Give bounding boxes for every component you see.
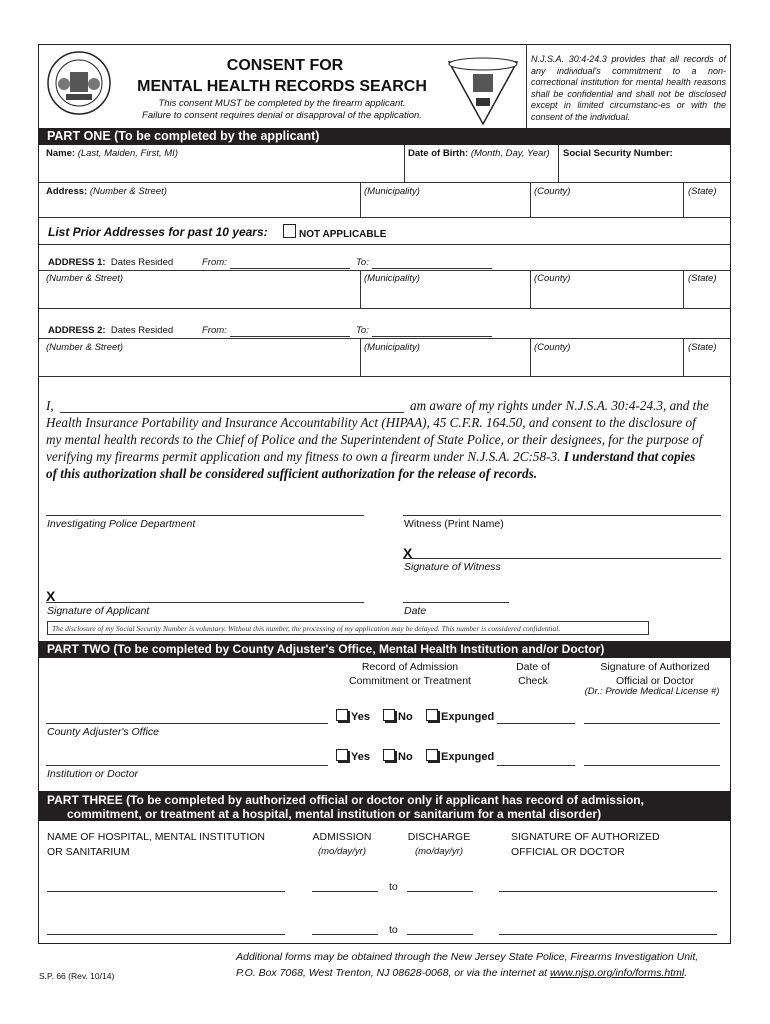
state-label: (State) xyxy=(688,273,717,284)
p3-col1-line2: OR SANITARIUM xyxy=(47,846,130,858)
applicant-signature-field[interactable] xyxy=(46,602,364,603)
divider xyxy=(39,376,730,377)
address-label: Address: xyxy=(46,186,88,197)
p3-col2-line1: ADMISSION xyxy=(312,831,372,843)
not-applicable-label: NOT APPLICABLE xyxy=(299,229,387,240)
p2-col3-line3: (Dr.: Provide Medical License #) xyxy=(584,686,720,697)
footer-line-1: Additional forms may be obtained through the New Jersey State Police, Firearms Investigation Unit, xyxy=(236,951,699,963)
from-field[interactable] xyxy=(230,336,350,337)
row2-signature-field[interactable] xyxy=(584,765,720,766)
date-field[interactable] xyxy=(403,602,509,603)
part-three-heading xyxy=(39,791,730,821)
divider xyxy=(530,270,531,308)
consent-i: I, xyxy=(46,398,54,413)
expunged-label: Expunged xyxy=(441,711,495,723)
consent-line-5: of this authorization shall be considered sufficient authorization for the release of records. xyxy=(46,466,538,481)
consent-line-4-bold: I understand that copies xyxy=(563,449,696,464)
to-text-2: to xyxy=(389,924,398,936)
row2-yes-option[interactable] xyxy=(336,749,370,763)
p2-col1-line2: Commitment or Treatment xyxy=(349,675,471,687)
p3-col4-line1: SIGNATURE OF AUTHORIZED xyxy=(511,831,660,843)
witness-signature-field[interactable] xyxy=(403,558,721,559)
yes-label: Yes xyxy=(351,751,370,763)
official-signature-field-2[interactable] xyxy=(499,934,717,935)
p2-col2-line1: Date of xyxy=(516,661,550,673)
row2-no-checkbox[interactable] xyxy=(383,749,395,761)
row2-no-option[interactable] xyxy=(383,749,413,763)
p3-col2-line2: (mo/day/yr) xyxy=(317,846,367,857)
divider xyxy=(530,182,531,217)
county-label: (County) xyxy=(534,186,571,197)
from-label: From: xyxy=(202,257,227,268)
ssn-disclaimer: The disclosure of my Social Security Number is voluntary. Without this number, the processing of my application may be delayed. This number is considered confidential. xyxy=(47,621,649,635)
number-street-label: (Number & Street) xyxy=(46,273,124,284)
to-label: To: xyxy=(356,257,369,268)
address2-label-wrap xyxy=(48,325,173,336)
not-applicable-option[interactable] xyxy=(283,224,386,240)
consent-line-4-text: verifying my firearms permit application and my fitness to own a firearm under N.J.S.A. 2C:58-3. xyxy=(46,449,561,464)
row1-no-option[interactable] xyxy=(383,709,413,723)
hospital-name-field-2[interactable] xyxy=(47,934,285,935)
number-street-label: (Number & Street) xyxy=(46,342,124,353)
title-line-1: CONSENT FOR xyxy=(226,57,344,74)
to-label: To: xyxy=(356,325,369,336)
yes-label: Yes xyxy=(351,711,370,723)
state-label: (State) xyxy=(688,342,717,353)
row2-yes-checkbox[interactable] xyxy=(336,749,348,761)
witness-name-label: Witness (Print Name) xyxy=(404,518,504,530)
name-label: Name: xyxy=(46,148,76,159)
state-police-badge-icon xyxy=(447,54,519,126)
row1-signature-field[interactable] xyxy=(584,723,720,724)
county-label: (County) xyxy=(534,273,571,284)
witness-signature-label: Signature of Witness xyxy=(404,561,501,573)
divider xyxy=(530,338,531,376)
dob-label-wrap xyxy=(408,148,550,159)
prior-addresses-label: List Prior Addresses for past 10 years: xyxy=(48,225,268,239)
from-label: From: xyxy=(202,325,227,336)
dob-hint: (Month, Day, Year) xyxy=(470,148,550,159)
footer-line-2 xyxy=(236,967,687,979)
row1-yes-checkbox[interactable] xyxy=(336,709,348,721)
admission-date-field-2[interactable] xyxy=(312,934,378,935)
address1-label-wrap xyxy=(48,257,173,268)
subtitle-1: This consent MUST be completed by the firearm applicant. xyxy=(158,98,406,109)
divider xyxy=(683,338,684,376)
dates-resided-label: Dates Resided xyxy=(110,257,174,268)
divider xyxy=(360,270,361,308)
name-label-wrap xyxy=(46,148,178,159)
part-two-heading: PART TWO (To be completed by County Adjuster's Office, Mental Health Institution and/or Doctor) xyxy=(39,641,730,658)
witness-name-field[interactable] xyxy=(403,515,721,516)
row2-date-field[interactable] xyxy=(497,765,575,766)
divider xyxy=(39,182,730,183)
footer-period: . xyxy=(684,967,688,979)
divider xyxy=(683,270,684,308)
p3-col1-line1: NAME OF HOSPITAL, MENTAL INSTITUTION xyxy=(47,831,265,843)
subtitle-2: Failure to consent requires denial or disapproval of the application. xyxy=(142,110,422,121)
expunged-label: Expunged xyxy=(441,751,495,763)
consent-line-2: Health Insurance Portability and Insurance Accountability Act (HIPAA), 45 C.F.R. 164.50, and consent to the disclosure of xyxy=(46,415,696,430)
p3-col4-line2: OFFICIAL OR DOCTOR xyxy=(511,846,625,858)
police-dept-field[interactable] xyxy=(46,515,364,516)
name-hint: (Last, Maiden, First, MI) xyxy=(77,148,178,159)
row1-date-field[interactable] xyxy=(497,723,575,724)
consent-line-4 xyxy=(46,449,695,465)
row2-expunged-option[interactable] xyxy=(426,749,494,763)
ssn-label: Social Security Number: xyxy=(563,148,673,159)
address1-label: ADDRESS 1: xyxy=(48,257,106,268)
to-field[interactable] xyxy=(372,336,492,337)
divider xyxy=(39,217,730,218)
municipality-label: (Municipality) xyxy=(364,186,420,197)
police-dept-label: Investigating Police Department xyxy=(47,518,196,530)
p2-col3-line2: Official or Doctor xyxy=(616,675,694,687)
part-three-heading-line1: PART THREE (To be completed by authorized official or doctor only if applicant has record of admission, xyxy=(47,793,644,807)
divider xyxy=(39,308,730,309)
divider xyxy=(360,182,361,217)
date-label: Date xyxy=(404,605,427,617)
applicant-x-mark: X xyxy=(46,588,56,604)
state-seal-icon xyxy=(46,50,112,116)
hospital-name-field-1[interactable] xyxy=(47,891,285,892)
no-label: No xyxy=(398,711,413,723)
official-signature-field-1[interactable] xyxy=(499,891,717,892)
admission-date-field-1[interactable] xyxy=(312,891,378,892)
dates-resided-label: Dates Resided xyxy=(110,325,174,336)
state-label: (State) xyxy=(688,186,717,197)
divider xyxy=(360,338,361,376)
dob-label: Date of Birth: xyxy=(408,148,469,159)
applicant-signature-label: Signature of Applicant xyxy=(47,605,150,617)
header-divider xyxy=(526,44,527,128)
divider xyxy=(558,145,559,182)
statute-notice: N.J.S.A. 30:4-24.3 provides that all records of any individual's commitment to a non-correctional institution for mental health reasons shall be confidential and shall not be disclosed except in limited circumstanc-es or with the consent of the individual. xyxy=(531,54,726,122)
municipality-label: (Municipality) xyxy=(364,342,420,353)
municipality-label: (Municipality) xyxy=(364,273,420,284)
witness-x-mark: X xyxy=(403,545,413,561)
not-applicable-checkbox[interactable] xyxy=(283,224,296,238)
p2-col3-line1: Signature of Authorized xyxy=(600,661,710,673)
institution-label: Institution or Doctor xyxy=(47,768,139,780)
institution-field[interactable] xyxy=(46,765,328,766)
title-line-2: MENTAL HEALTH RECORDS SEARCH xyxy=(137,78,427,95)
county-adjuster-field[interactable] xyxy=(46,723,328,724)
divider xyxy=(39,244,730,245)
p3-col3-line1: DISCHARGE xyxy=(407,831,471,843)
forms-link[interactable]: www.njsp.org/info/forms.html xyxy=(550,967,685,979)
from-field[interactable] xyxy=(230,268,350,269)
county-adjuster-label: County Adjuster's Office xyxy=(47,726,159,738)
row1-yes-option[interactable] xyxy=(336,709,370,723)
to-text-1: to xyxy=(389,881,398,893)
applicant-name-field[interactable] xyxy=(60,412,404,413)
form-id: S.P. 66 (Rev. 10/14) xyxy=(39,971,115,981)
no-label: No xyxy=(398,751,413,763)
consent-line-1: am aware of my rights under N.J.S.A. 30:4-24.3, and the xyxy=(410,398,709,413)
consent-line-3: my mental health records to the Chief of Police and the Superintendent of State Police, or their designees, for the purpose of xyxy=(46,432,703,447)
address2-label: ADDRESS 2: xyxy=(48,325,106,336)
discharge-date-field-2[interactable] xyxy=(407,934,473,935)
row1-expunged-option[interactable] xyxy=(426,709,494,723)
address-hint: (Number & Street) xyxy=(89,186,167,197)
p2-col2-line2: Check xyxy=(518,675,548,687)
p3-col3-line2: (mo/day/yr) xyxy=(414,846,464,857)
divider xyxy=(683,182,684,217)
row1-expunged-checkbox[interactable] xyxy=(426,709,438,721)
row2-expunged-checkbox[interactable] xyxy=(426,749,438,761)
divider xyxy=(39,270,730,271)
to-field[interactable] xyxy=(372,268,492,269)
part-three-heading-line2: commitment, or treatment at a hospital, mental institution or sanitarium for a mental disorder) xyxy=(67,807,602,821)
address-label-wrap xyxy=(46,186,167,197)
divider xyxy=(39,338,730,339)
row1-no-checkbox[interactable] xyxy=(383,709,395,721)
footer-line-2-text: P.O. Box 7068, West Trenton, NJ 08628-0068, or via the internet at xyxy=(236,967,548,979)
divider xyxy=(404,145,405,182)
part-one-heading: PART ONE (To be completed by the applicant) xyxy=(39,128,730,145)
p2-col1-line1: Record of Admission xyxy=(361,661,459,673)
discharge-date-field-1[interactable] xyxy=(407,891,473,892)
county-label: (County) xyxy=(534,342,571,353)
